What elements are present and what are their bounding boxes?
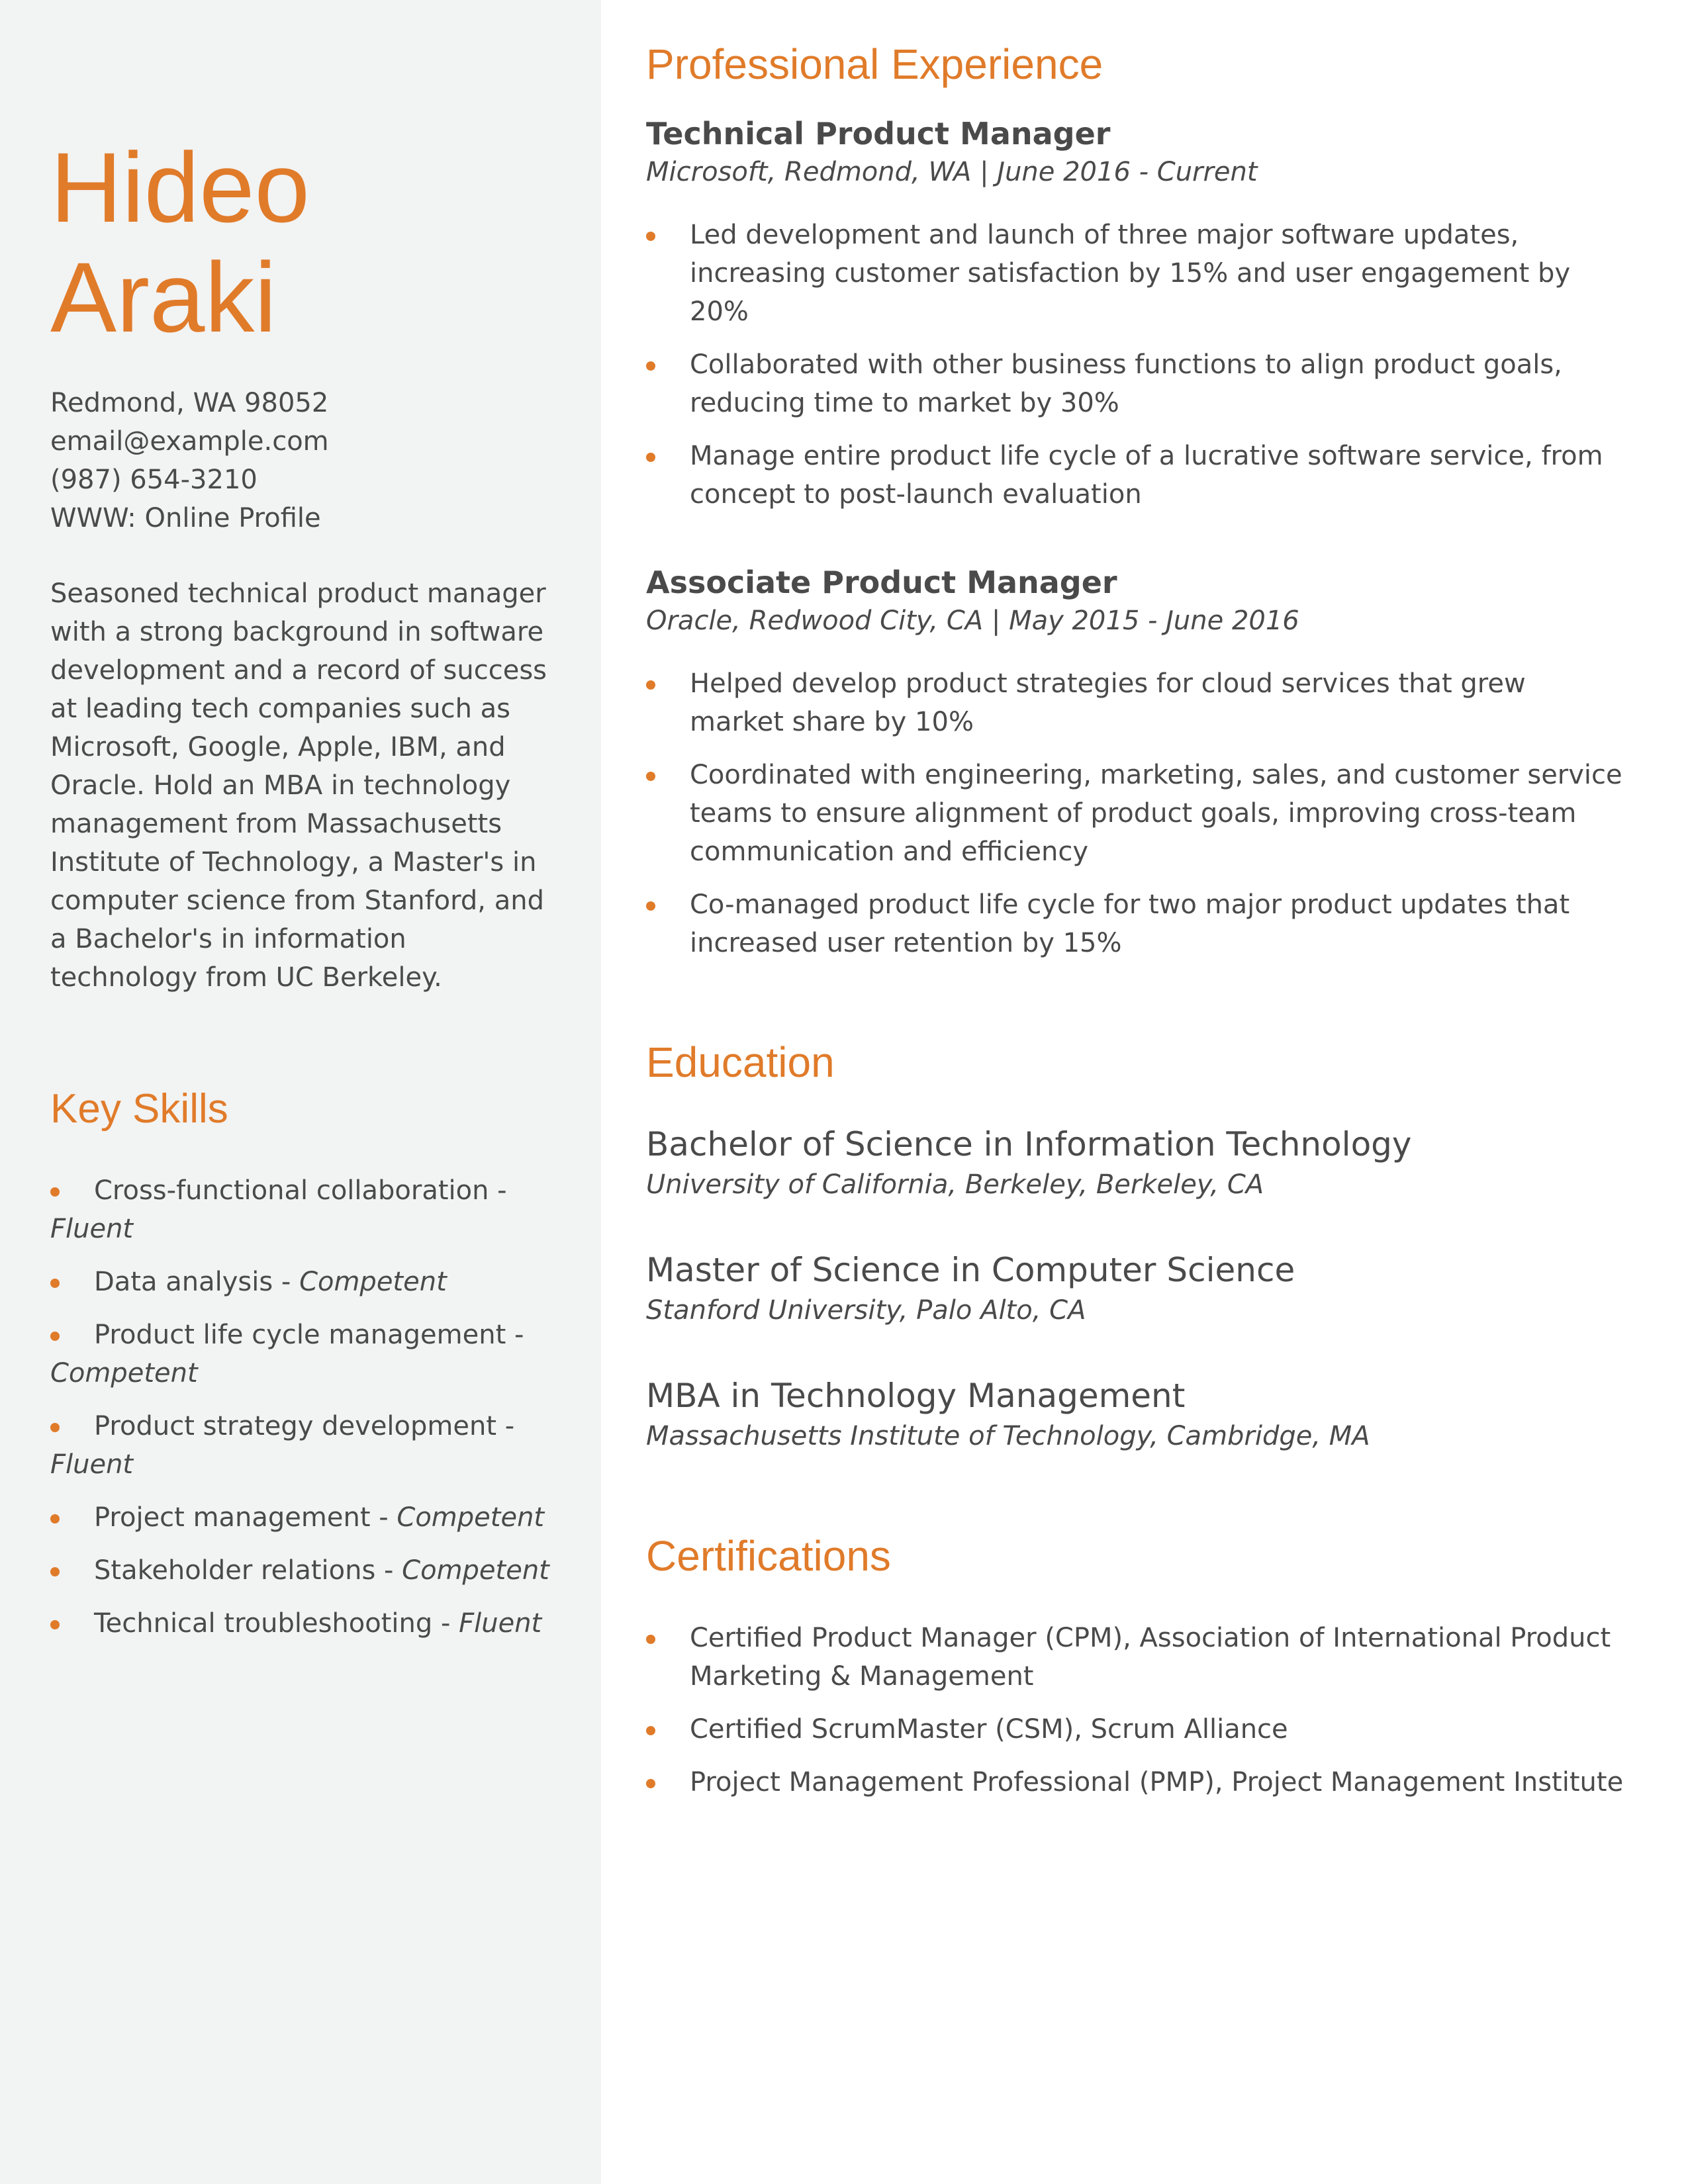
skill-name: Product strategy development [94, 1411, 497, 1441]
job-bullet [646, 664, 1626, 741]
sidebar-content [50, 132, 553, 1657]
job-entry [646, 114, 1626, 514]
skill-item: Project management - Competent [50, 1498, 553, 1537]
bullet-icon [646, 680, 655, 690]
certification-text: Certified ScrumMaster (CSM), Scrum Alliance [690, 1714, 1288, 1745]
sidebar [0, 0, 601, 2184]
certification-item [646, 1619, 1626, 1696]
certifications-heading: Certifications [646, 1532, 891, 1580]
job-bullet [646, 437, 1626, 514]
experience-heading: Professional Experience [646, 40, 1103, 88]
job-meta: Microsoft, Redmond, WA | June 2016 - Current [646, 157, 1258, 187]
bullet-icon [646, 232, 655, 241]
certifications-section [646, 1526, 1626, 1801]
certification-item [646, 1710, 1626, 1749]
education-entry [646, 1374, 1626, 1455]
skill-name: Product life cycle management [94, 1320, 506, 1350]
education-heading: Education [646, 1038, 835, 1086]
skill-level: Competent [402, 1555, 549, 1586]
bullet-text: Led development and launch of three major software updates, increasing customer satisfaction by 15% and user engagement by 20% [690, 220, 1571, 327]
bullet-icon [50, 1423, 60, 1432]
education-section [646, 1032, 1626, 1455]
bullet-icon [646, 361, 655, 371]
bullet-text: Coordinated with engineering, marketing, sales, and customer service teams to ensure alignment of product goals, improving cross-team communication and efficiency [690, 760, 1622, 867]
job-bullet [646, 756, 1626, 871]
job-title: Technical Product Manager [646, 116, 1111, 152]
bullet-icon [646, 1726, 655, 1735]
bullet-text: Helped develop product strategies for cloud services that grew market share by 10% [690, 668, 1526, 737]
key-skills-heading: Key Skills [50, 1086, 228, 1132]
skill-item: Technical troubleshooting - Fluent [50, 1604, 553, 1643]
certification-text: Project Management Professional (PMP), Project Management Institute [690, 1767, 1624, 1797]
job-bullet [646, 216, 1626, 331]
skill-name: Data analysis [94, 1267, 273, 1297]
bullet-icon [50, 1332, 60, 1341]
job-entry [646, 563, 1626, 962]
job-bullet [646, 886, 1626, 962]
school: University of California, Berkeley, Berkeley, CA [646, 1169, 1264, 1200]
candidate-name [50, 132, 553, 352]
skill-name: Technical troubleshooting [94, 1608, 433, 1639]
bullet-icon [50, 1567, 60, 1576]
bullet-icon [50, 1187, 60, 1197]
bullet-icon [646, 901, 655, 911]
bullet-text: Collaborated with other business functions to align product goals, reducing time to market by 30% [690, 349, 1562, 418]
education-entry [646, 1248, 1626, 1329]
skill-item: Data analysis - Competent [50, 1263, 553, 1301]
education-entry [646, 1122, 1626, 1203]
skill-item: Stakeholder relations - Competent [50, 1551, 553, 1590]
first-name: Hideo [50, 132, 310, 243]
bullet-icon [646, 772, 655, 781]
skill-item: Cross-functional collaboration - Fluent [50, 1175, 507, 1244]
job-bullets [646, 664, 1626, 962]
certifications-list [646, 1619, 1626, 1801]
phone: (987) 654-3210 [50, 465, 258, 495]
certification-text: Certified Product Manager (CPM), Association of International Product Marketing & Management [690, 1623, 1611, 1692]
skill-item: Product strategy development - Fluent [50, 1411, 515, 1480]
degree: MBA in Technology Management [646, 1377, 1186, 1415]
email: email@example.com [50, 426, 329, 457]
job-bullets [646, 216, 1626, 514]
skill-level: Competent [299, 1267, 447, 1297]
school: Stanford University, Palo Alto, CA [646, 1295, 1086, 1326]
job-title: Associate Product Manager [646, 565, 1117, 600]
profile-summary: Seasoned technical product manager with a strong background in software development and a record of success at leading tech companies such as Microsoft, Google, Apple, IBM, and Oracle. Hold an MBA in technology management from Massachusetts Institute of Technology, a Master's in computer science from Stanford, and a Bachelor's in information technology from UC Berkeley. [50, 578, 547, 993]
skill-level: Fluent [459, 1608, 542, 1639]
skill-level: Fluent [50, 1214, 134, 1244]
website-link[interactable]: WWW: Online Profile [50, 503, 321, 533]
skill-name: Cross-functional collaboration [94, 1175, 489, 1206]
skill-item: Product life cycle management - Competent [50, 1320, 524, 1388]
experience-section [646, 34, 1626, 962]
skills-list [50, 1171, 553, 1643]
bullet-icon [50, 1620, 60, 1629]
degree: Bachelor of Science in Information Technology [646, 1125, 1412, 1163]
job-meta: Oracle, Redwood City, CA | May 2015 - June 2016 [646, 606, 1299, 636]
certification-item [646, 1763, 1626, 1801]
bullet-icon [646, 1779, 655, 1788]
school: Massachusetts Institute of Technology, Cambridge, MA [646, 1421, 1370, 1451]
skill-name: Project management [94, 1502, 371, 1533]
address: Redmond, WA 98052 [50, 388, 329, 418]
bullet-icon [646, 1635, 655, 1644]
last-name: Araki [50, 242, 277, 353]
bullet-text: Co-managed product life cycle for two major product updates that increased user retention by 15% [690, 889, 1570, 958]
skill-level: Competent [50, 1358, 198, 1388]
main-content [646, 34, 1626, 1816]
skill-level: Fluent [50, 1449, 134, 1480]
bullet-icon [50, 1514, 60, 1524]
degree: Master of Science in Computer Science [646, 1251, 1295, 1289]
contact-info [50, 384, 553, 537]
bullet-text: Manage entire product life cycle of a lucrative software service, from concept to post-launch evaluation [690, 441, 1603, 510]
skill-name: Stakeholder relations [94, 1555, 376, 1586]
bullet-icon [646, 453, 655, 462]
job-bullet [646, 345, 1626, 422]
skill-level: Competent [397, 1502, 545, 1533]
bullet-icon [50, 1279, 60, 1288]
